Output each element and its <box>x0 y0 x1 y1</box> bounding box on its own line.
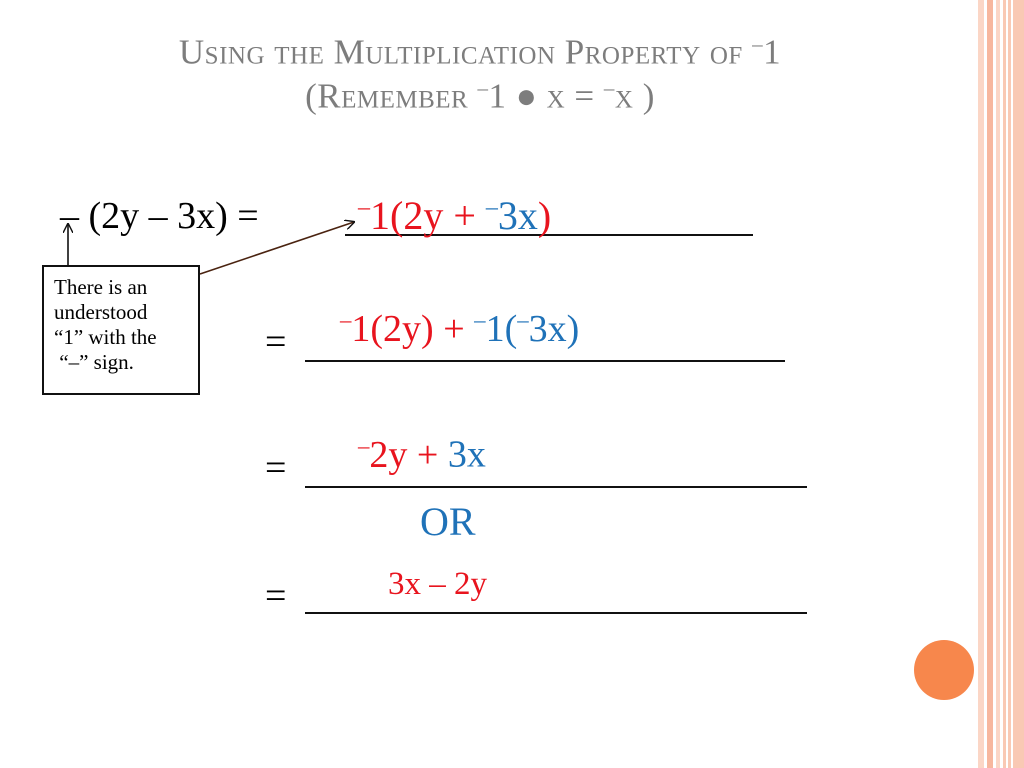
step-3-equals: = <box>265 447 287 489</box>
or-label: OR <box>420 499 476 544</box>
step-4-answer: 3x – 2y <box>388 566 487 602</box>
given-expression: – (2y – 3x) = <box>60 195 259 237</box>
step-2-equals: = <box>265 321 287 363</box>
slide-title-line-2: (Remember –1 ● x = –x ) <box>305 76 655 116</box>
step-4-equals: = <box>265 575 287 617</box>
callout-line: understood <box>54 300 148 324</box>
slide-title-line-1: Using the Multiplication Property of –1 <box>178 32 782 72</box>
step-2-answer: –1(2y) + –1(–3x) <box>340 307 580 350</box>
callout-line: “1” with the <box>54 325 157 349</box>
step-3-answer: –2y + 3x <box>358 433 486 476</box>
diagonal-arrow <box>200 222 354 274</box>
step-1-answer: –1(2y + –3x) <box>358 193 552 239</box>
callout-line: “–” sign. <box>54 350 134 374</box>
callout-line: There is an <box>54 275 148 299</box>
decorative-circle <box>914 640 974 700</box>
